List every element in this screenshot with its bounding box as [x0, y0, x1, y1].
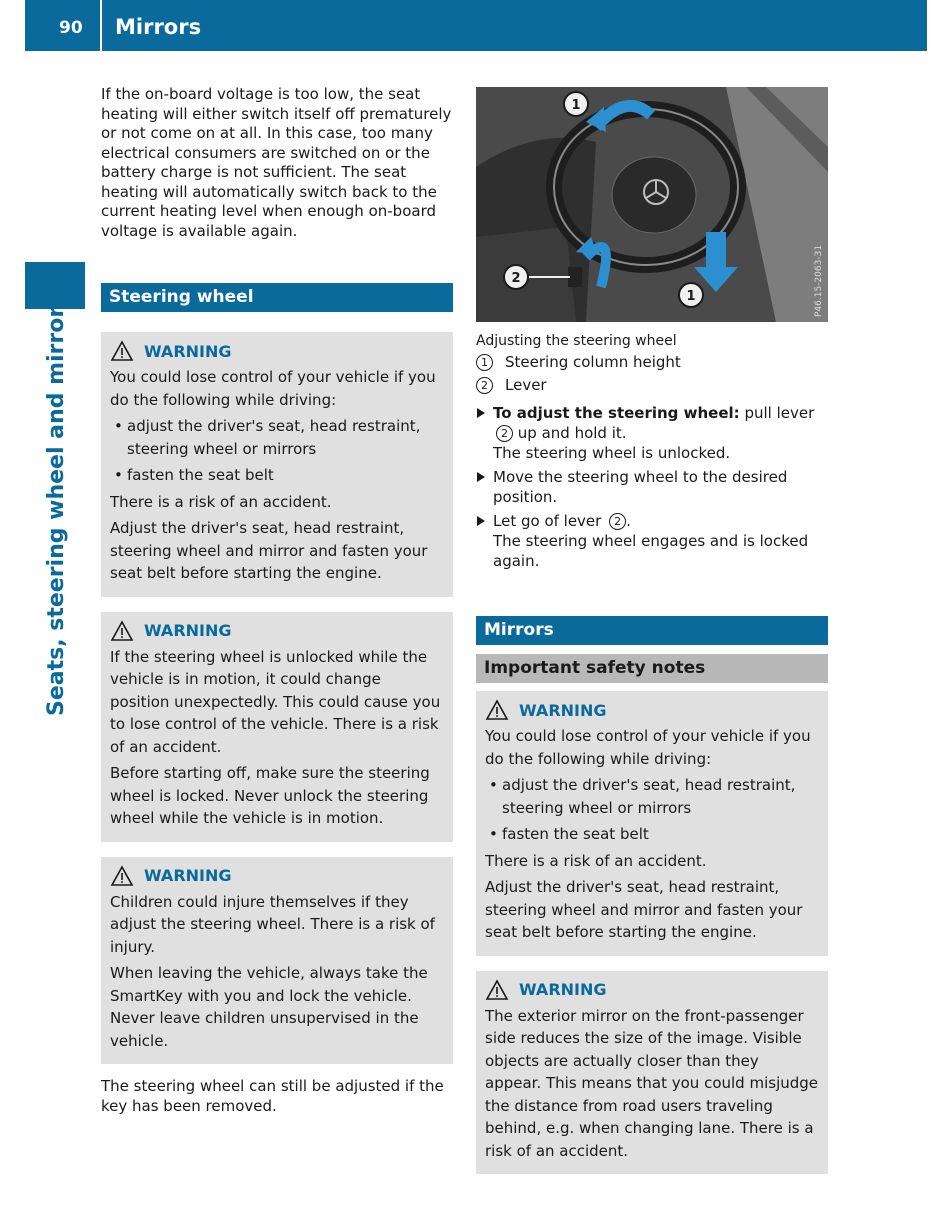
- warning-box: [101, 612, 453, 842]
- warning-box: [101, 332, 453, 597]
- warning-label: WARNING: [144, 341, 232, 361]
- warning-bullets: [485, 774, 819, 846]
- warning-title: [110, 618, 444, 644]
- warning-title: [110, 863, 444, 889]
- warning-bullets: [110, 415, 444, 487]
- warning-text: When leaving the vehicle, always take the SmartKey with you and lock the vehicle. Never leave children unsupervised in the vehicle.: [110, 964, 428, 1050]
- figure-code: P46.15-2063-31: [814, 244, 824, 317]
- lever-number: 2: [609, 513, 626, 530]
- legend-label: Lever: [505, 376, 547, 394]
- warning-text: You could lose control of your vehicle if you do the following while driving:: [110, 368, 436, 409]
- instruction-step: [476, 403, 828, 463]
- warning-text: Before starting off, make sure the steering wheel is locked. Never unlock the steering wheel while the vehicle is in motion.: [110, 764, 430, 827]
- warning-label: WARNING: [519, 700, 607, 720]
- warning-text: Adjust the driver's seat, head restraint, steering wheel and mirror and fasten your seat belt before starting the engine.: [485, 878, 803, 941]
- warning-box: [476, 971, 828, 1175]
- right-column: [476, 87, 828, 1174]
- step-bold-text: To adjust the steering wheel:: [493, 404, 740, 422]
- sub-heading-safety-notes: Important safety notes: [476, 654, 828, 683]
- intro-paragraph: If the on-board voltage is too low, the seat heating will either switch itself off prematurely or not come on at all. In this case, too many electrical consumers are switched on or the battery charge is not sufficient. The seat heating will automatically switch back to the current heating level when enough on-board voltage is available again.: [101, 85, 452, 240]
- warning-box: [101, 857, 453, 1065]
- warning-label: WARNING: [519, 980, 607, 999]
- header-divider: [100, 0, 102, 51]
- warning-box: [476, 691, 828, 956]
- warning-label: WARNING: [144, 621, 232, 640]
- step-arrow-icon: [477, 408, 485, 418]
- header-bar: [25, 0, 927, 51]
- warning-title: [485, 977, 819, 1003]
- warning-triangle-icon: [110, 340, 134, 362]
- warning-triangle-icon: [110, 865, 134, 887]
- chapter-label: Seats, steering wheel and mirrors: [44, 293, 69, 716]
- callout-1-bottom: 1: [686, 289, 696, 304]
- step-arrow-icon: [477, 516, 485, 526]
- lever-number: 2: [496, 425, 513, 442]
- step-result: The steering wheel is unlocked.: [493, 444, 731, 462]
- callout-1-top: 1: [571, 98, 581, 113]
- outro-paragraph: The steering wheel can still be adjusted if the key has been removed.: [101, 1077, 444, 1115]
- instruction-step: [476, 511, 828, 571]
- steering-wheel-figure: [476, 87, 828, 322]
- step-text: up and hold it.: [517, 424, 627, 442]
- legend-item: [476, 351, 828, 374]
- figure-caption: Adjusting the steering wheel: [476, 333, 677, 349]
- legend-number: 2: [476, 377, 493, 394]
- warning-triangle-icon: [485, 979, 509, 1001]
- warning-triangle-icon: [485, 699, 509, 721]
- warning-text: Adjust the driver's seat, head restraint, steering wheel and mirror and fasten your seat belt before starting the engine.: [110, 519, 428, 582]
- legend-item: [476, 374, 828, 397]
- page-title: Mirrors: [115, 15, 202, 39]
- page-number: 90: [59, 18, 83, 38]
- warning-title: [110, 338, 444, 364]
- step-text: .: [626, 512, 631, 530]
- step-arrow-icon: [477, 472, 485, 482]
- warning-title: [485, 697, 819, 723]
- step-text: Let go of lever: [493, 512, 602, 530]
- bullet-item: • adjust the driver's seat, head restraint, steering wheel or mirrors: [485, 774, 819, 819]
- left-column: [101, 85, 453, 1116]
- warning-text: Children could injure themselves if they adjust the steering wheel. There is a risk of injury.: [110, 892, 435, 956]
- warning-triangle-icon: [110, 620, 134, 642]
- legend-label: Steering column height: [505, 353, 681, 371]
- bullet-item: • fasten the seat belt: [110, 464, 444, 487]
- warning-text: The exterior mirror on the front-passenger side reduces the size of the image. Visible objects are actually closer than they appear. This means that you could misjudge the distance from road users traveling behind, e.g. when changing lane. There is a risk of an accident.: [485, 1006, 819, 1160]
- legend-number: 1: [476, 354, 493, 371]
- step-result: The steering wheel engages and is locked again.: [493, 532, 809, 570]
- step-text: Move the steering wheel to the desired position.: [493, 468, 788, 506]
- steering-wheel-illustration: [476, 87, 828, 322]
- bullet-item: • fasten the seat belt: [485, 823, 819, 846]
- warning-text: There is a risk of an accident.: [110, 492, 332, 511]
- bullet-item: • adjust the driver's seat, head restraint, steering wheel or mirrors: [110, 415, 444, 460]
- section-heading-steering-wheel: Steering wheel: [101, 283, 453, 312]
- section-heading-mirrors: Mirrors: [476, 616, 828, 645]
- warning-text: You could lose control of your vehicle if you do the following while driving:: [485, 727, 811, 768]
- warning-text: There is a risk of an accident.: [485, 851, 707, 870]
- callout-2: 2: [511, 271, 521, 286]
- warning-text: If the steering wheel is unlocked while the vehicle is in motion, it could change position unexpectedly. This could cause you to lose control of the vehicle. There is a risk of an accident.: [110, 647, 441, 756]
- warning-label: WARNING: [144, 866, 232, 885]
- step-text: pull lever: [744, 404, 815, 422]
- instruction-step: [476, 467, 828, 507]
